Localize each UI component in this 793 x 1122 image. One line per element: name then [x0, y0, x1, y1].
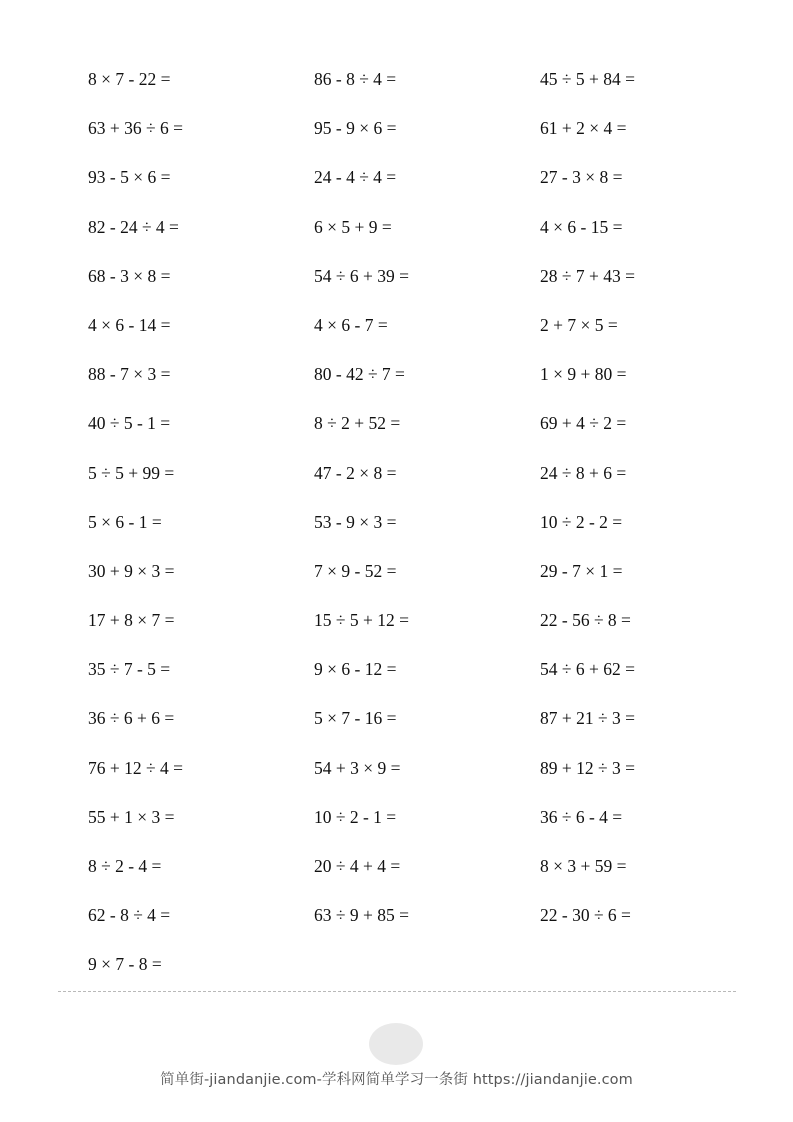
math-problem: 69 + 4 ÷ 2 =: [540, 413, 627, 434]
math-problem: 22 - 56 ÷ 8 =: [540, 610, 631, 631]
math-problem: 87 + 21 ÷ 3 =: [540, 708, 635, 729]
math-problem: 8 ÷ 2 + 52 =: [314, 413, 401, 434]
math-problem: 76 + 12 ÷ 4 =: [88, 757, 183, 778]
math-problem: 82 - 24 ÷ 4 =: [88, 216, 179, 237]
math-problem: 63 + 36 ÷ 6 =: [88, 118, 183, 139]
math-problem: 88 - 7 × 3 =: [88, 364, 171, 385]
math-problem: 5 ÷ 5 + 99 =: [88, 462, 175, 483]
math-problem: 8 × 3 + 59 =: [540, 856, 627, 876]
math-problem: 17 + 8 × 7 =: [88, 610, 175, 631]
math-problem: 6 × 5 + 9 =: [314, 216, 392, 237]
math-problem: 68 - 3 × 8 =: [88, 265, 171, 286]
math-problem: 28 ÷ 7 + 43 =: [540, 265, 635, 286]
math-problem: 40 ÷ 5 - 1 =: [88, 413, 171, 434]
math-problem: 4 × 6 - 7 =: [314, 314, 388, 335]
math-problem: 93 - 5 × 6 =: [88, 167, 171, 188]
math-problem: 30 + 9 × 3 =: [88, 560, 175, 581]
math-problem: 24 ÷ 8 + 6 =: [540, 462, 627, 483]
math-problem: 10 ÷ 2 - 2 =: [540, 511, 623, 532]
math-problem: 55 + 1 × 3 =: [88, 806, 175, 827]
math-problem: 63 ÷ 9 + 85 =: [314, 905, 409, 926]
math-problem: 7 × 9 - 52 =: [314, 560, 397, 581]
math-problem: 36 ÷ 6 + 6 =: [88, 708, 175, 729]
math-problem: 35 ÷ 7 - 5 =: [88, 659, 171, 680]
math-problem: 4 × 6 - 15 =: [540, 216, 623, 237]
math-problem: 8 ÷ 2 - 4 =: [88, 856, 162, 876]
math-problem: 9 × 7 - 8 =: [88, 954, 162, 975]
problem-column-1: [88, 55, 308, 990]
math-problem: 8 × 7 - 22 =: [88, 69, 171, 89]
math-problem: 54 ÷ 6 + 39 =: [314, 265, 409, 286]
math-problem: 29 - 7 × 1 =: [540, 560, 623, 581]
problem-column-3: [540, 55, 760, 940]
math-problem: 95 - 9 × 6 =: [314, 118, 397, 139]
math-problem: 10 ÷ 2 - 1 =: [314, 806, 397, 827]
math-problem: 27 - 3 × 8 =: [540, 167, 623, 188]
math-problem: 2 + 7 × 5 =: [540, 314, 618, 335]
math-problem: 47 - 2 × 8 =: [314, 462, 397, 483]
math-problem: 9 × 6 - 12 =: [314, 659, 397, 680]
math-problem: 24 - 4 ÷ 4 =: [314, 167, 397, 188]
math-problem: 45 ÷ 5 + 84 =: [540, 69, 635, 89]
math-problem: 54 ÷ 6 + 62 =: [540, 659, 635, 680]
math-problem: 86 - 8 ÷ 4 =: [314, 69, 397, 89]
math-problem: 5 × 6 - 1 =: [88, 511, 162, 532]
math-problem: 22 - 30 ÷ 6 =: [540, 905, 631, 926]
math-problem: 62 - 8 ÷ 4 =: [88, 905, 171, 926]
math-problem: 80 - 42 ÷ 7 =: [314, 364, 405, 385]
math-problem: 4 × 6 - 14 =: [88, 314, 171, 335]
math-problem: 54 + 3 × 9 =: [314, 757, 401, 778]
math-problem: 5 × 7 - 16 =: [314, 708, 397, 729]
math-problem: 1 × 9 + 80 =: [540, 364, 627, 385]
dashed-divider: [58, 991, 736, 992]
footer-text: 简单街-jiandanjie.com-学科网简单学习一条街 https://jiandanjie.com: [160, 1072, 633, 1088]
page-number-badge: [369, 1023, 423, 1065]
math-problem: 20 ÷ 4 + 4 =: [314, 856, 401, 876]
math-problem: 89 + 12 ÷ 3 =: [540, 757, 635, 778]
math-problem: 61 + 2 × 4 =: [540, 118, 627, 139]
math-problem: 53 - 9 × 3 =: [314, 511, 397, 532]
math-problem: 15 ÷ 5 + 12 =: [314, 610, 409, 631]
math-problem: 36 ÷ 6 - 4 =: [540, 806, 623, 827]
problem-column-2: [314, 55, 534, 940]
